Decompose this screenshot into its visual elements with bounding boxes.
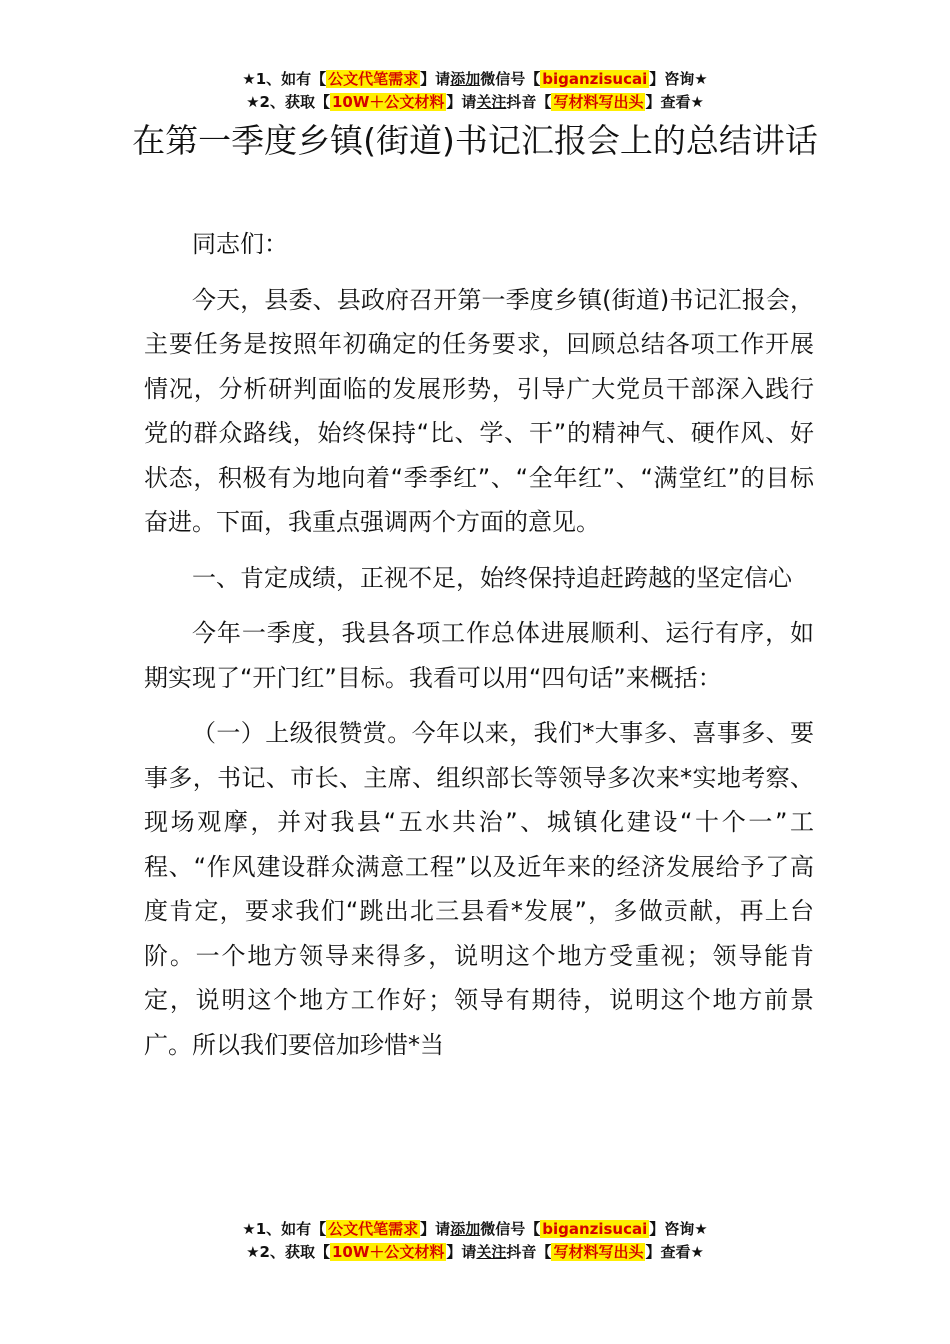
paragraph: 今天，县委、县政府召开第一季度乡镇(街道)书记汇报会，主要任务是按照年初确定的任务要求，回顾总结各项工作开展情况，分析研判面临的发展形势，引导广大党员干部深入践行党的群众路线，始终保持“比、学、干”的精神气、硬作风、好状态，积极有为地向着“季季红”、“全年红”、“满堂红”的目标奋进。下面，我重点强调两个方面的意见。 (144, 285, 814, 536)
promo-line-1: ★1、如有【 公文代笔需求 】请添加微信号【 biganzisucai 】咨询★ (242, 70, 708, 88)
highlight-service: 公文代笔需求 (328, 1220, 419, 1238)
highlight-douyin: 写材料写出头 (553, 93, 644, 111)
paragraph: 同志们： (192, 230, 288, 258)
highlight-materials: 10W＋公文材料 (331, 1243, 445, 1261)
paragraph: （一）上级很赞赏。今年以来，我们*大事多、喜事多、要事多，书记、市长、主席、组织部长等领导多次来*实地考察、现场观摩，并对我县“五水共治”、城镇化建设“十个一”工程、“作风建设群众满意工程”以及近年来的经济发展给予了高度肯定，要求我们“跳出北三县看*发展”，多做贡献，再上台阶。一个地方领导来得多，说明这个地方受重视；领导能肯定，说明这个地方工作好；领导有期待，说明这个地方前景广。所以我们要倍加珍惜*当 (144, 719, 814, 1059)
document-body (144, 222, 814, 1078)
highlight-service: 公文代笔需求 (328, 70, 419, 88)
highlight-wechat-id: biganzisucai (542, 1220, 648, 1238)
highlight-douyin: 写材料写出头 (553, 1243, 644, 1261)
promo-line-2: ★2、获取【 10W＋公文材料 】请关注抖音【 写材料写出头 】查看★ (246, 1243, 704, 1261)
paragraph: 今年一季度，我县各项工作总体进展顺利、运行有序，如期实现了“开门红”目标。我看可以用“四句话”来概括： (144, 619, 814, 692)
highlight-wechat-id: biganzisucai (542, 70, 648, 88)
promo-banner-top (0, 68, 950, 114)
highlight-materials: 10W＋公文材料 (331, 93, 445, 111)
promo-line-2: ★2、获取【 10W＋公文材料 】请关注抖音【 写材料写出头 】查看★ (246, 93, 704, 111)
promo-line-1: ★1、如有【 公文代笔需求 】请添加微信号【 biganzisucai 】咨询★ (242, 1220, 708, 1238)
promo-banner-bottom (0, 1218, 950, 1264)
document-title: 在第一季度乡镇(街道)书记汇报会上的总结讲话 (132, 121, 818, 160)
section-heading: 一、肯定成绩，正视不足，始终保持追赶跨越的坚定信心 (192, 563, 792, 592)
